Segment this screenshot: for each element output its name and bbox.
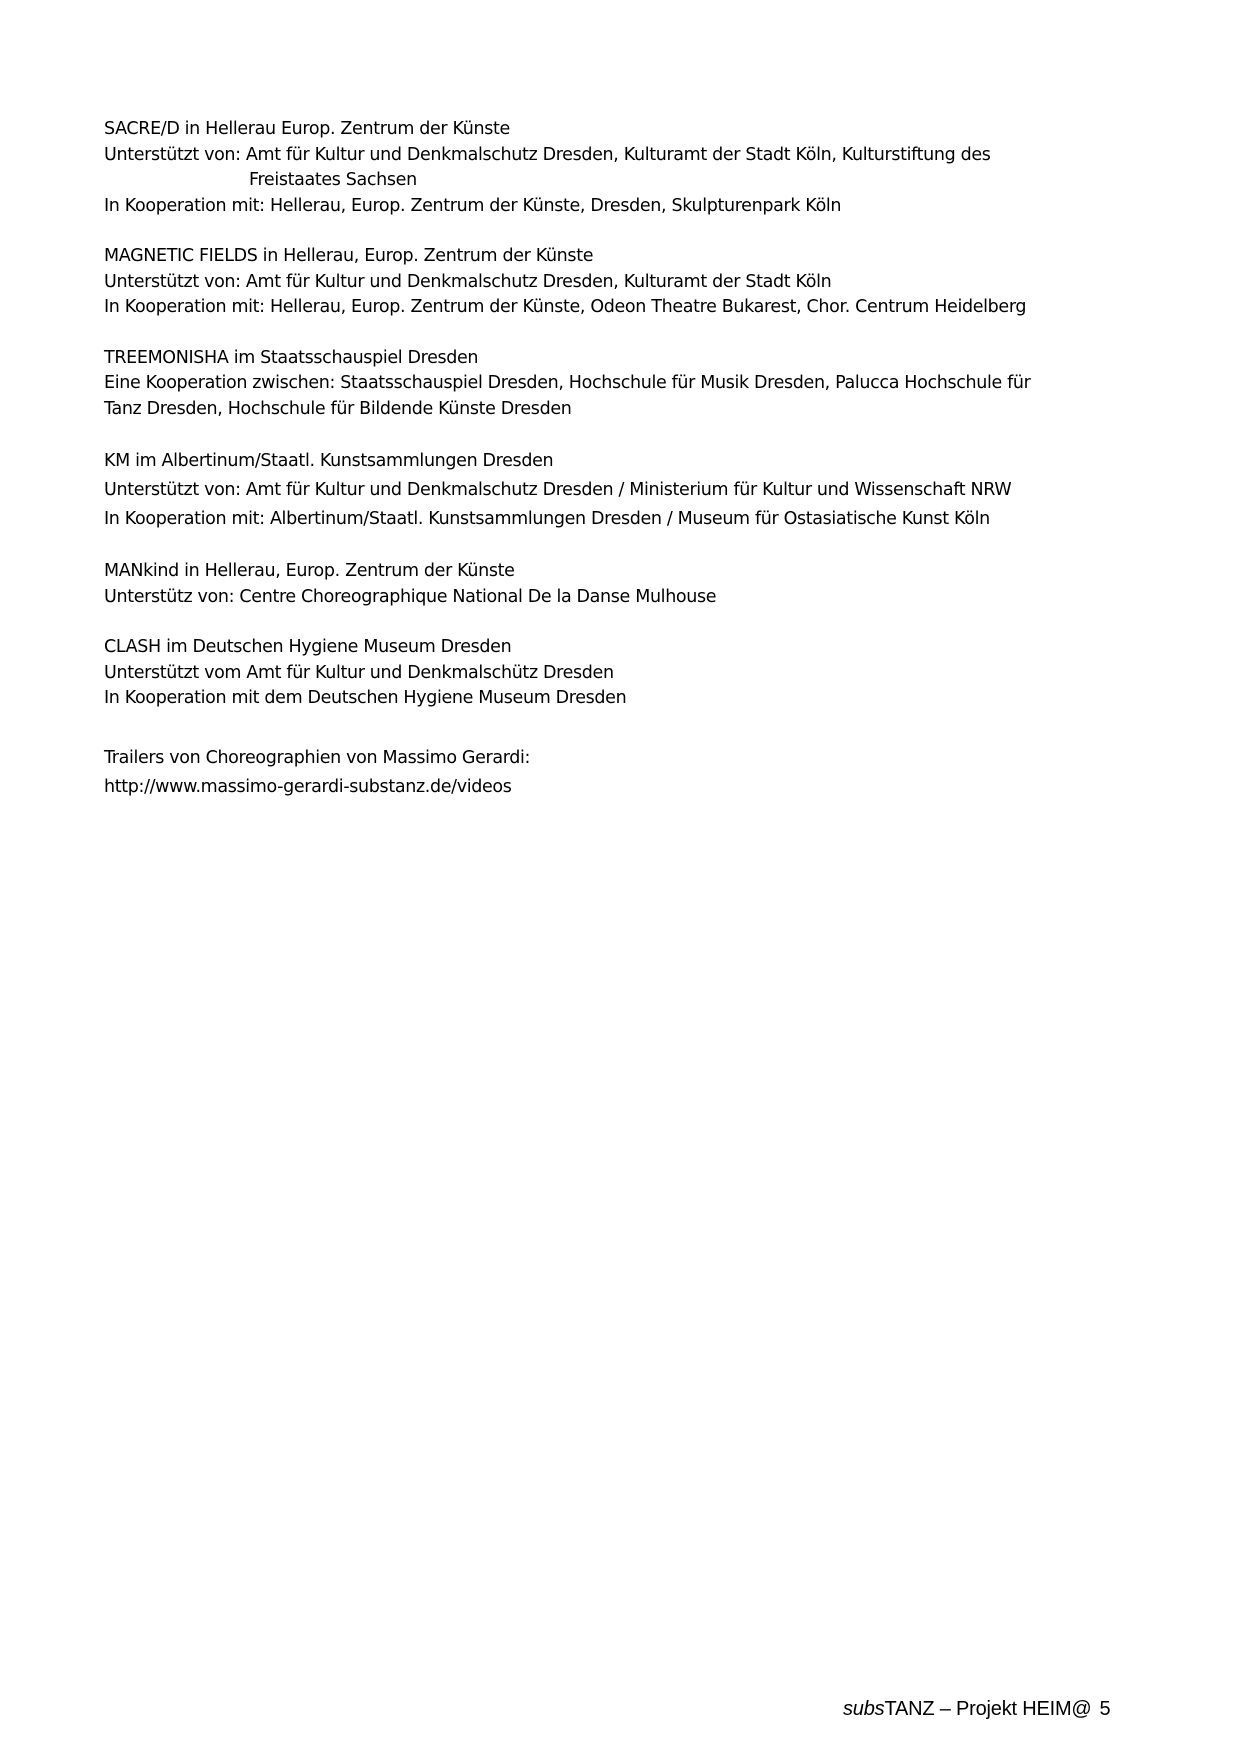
project-title: TREEMONISHA im Staatsschauspiel Dresden: [104, 347, 479, 368]
cooperation-line: In Kooperation mit: Albertinum/Staatl. Kunstsammlungen Dresden / Museum für Ostasiatische Kunst Köln: [104, 509, 990, 529]
page-number: 5: [1099, 1698, 1111, 1720]
project-block-mankind: [104, 559, 1134, 610]
footer-brand-rest: TANZ – Projekt HEIM@: [884, 1698, 1092, 1720]
support-line: Unterstützt von: Amt für Kultur und Denkmalschutz Dresden, Kulturamt der Stadt Köln, Kulturstiftung des: [104, 144, 991, 165]
footer-brand-italic: subs: [843, 1698, 885, 1720]
cooperation-line: In Kooperation mit dem Deutschen Hygiene Museum Dresden: [104, 688, 627, 708]
page-content: [104, 117, 1134, 827]
project-block-magnetic-fields: [104, 244, 1134, 321]
project-block-km: [104, 447, 1134, 534]
project-title: SACRE/D in Hellerau Europ. Zentrum der Künste: [104, 119, 510, 139]
page-footer: [843, 1698, 1110, 1721]
project-title: MAGNETIC FIELDS in Hellerau, Europ. Zentrum der Künste: [104, 246, 594, 266]
support-line: Unterstützt vom Amt für Kultur und Denkmalschütz Dresden: [104, 662, 614, 683]
cooperation-line: In Kooperation mit: Hellerau, Europ. Zentrum der Künste, Dresden, Skulpturenpark Köln: [104, 195, 842, 216]
cooperation-line-continued: Tanz Dresden, Hochschule für Bildende Künste Dresden: [104, 398, 572, 419]
project-block-sacred: [104, 117, 1134, 219]
project-title: MANkind in Hellerau, Europ. Zentrum der Künste: [104, 561, 515, 581]
project-title: KM im Albertinum/Staatl. Kunstsammlungen Dresden: [104, 451, 554, 471]
trailers-heading: Trailers von Choreographien von Massimo Gerardi:: [104, 747, 531, 768]
support-line-continued: Freistaates Sachsen: [249, 170, 417, 190]
cooperation-line: In Kooperation mit: Hellerau, Europ. Zentrum der Künste, Odeon Theatre Bukarest, Chor. Centrum Heidelberg: [104, 297, 1027, 317]
support-line: Unterstützt von: Amt für Kultur und Denkmalschutz Dresden / Ministerium für Kultur und Wissenschaft NRW: [104, 480, 1012, 500]
project-block-treemonisha: [104, 346, 1134, 423]
cooperation-line: Eine Kooperation zwischen: Staatsschauspiel Dresden, Hochschule für Musik Dresden, Palucca Hochschule für: [104, 373, 1031, 393]
trailers-link[interactable]: http://www.massimo-gerardi-substanz.de/videos: [104, 776, 512, 797]
project-block-clash: [104, 635, 1134, 712]
support-line: Unterstütz von: Centre Choreographique National De la Danse Mulhouse: [104, 586, 717, 607]
trailers-block: [104, 744, 1134, 802]
project-title: CLASH im Deutschen Hygiene Museum Dresden: [104, 637, 512, 657]
support-line: Unterstützt von: Amt für Kultur und Denkmalschutz Dresden, Kulturamt der Stadt Köln: [104, 271, 832, 292]
